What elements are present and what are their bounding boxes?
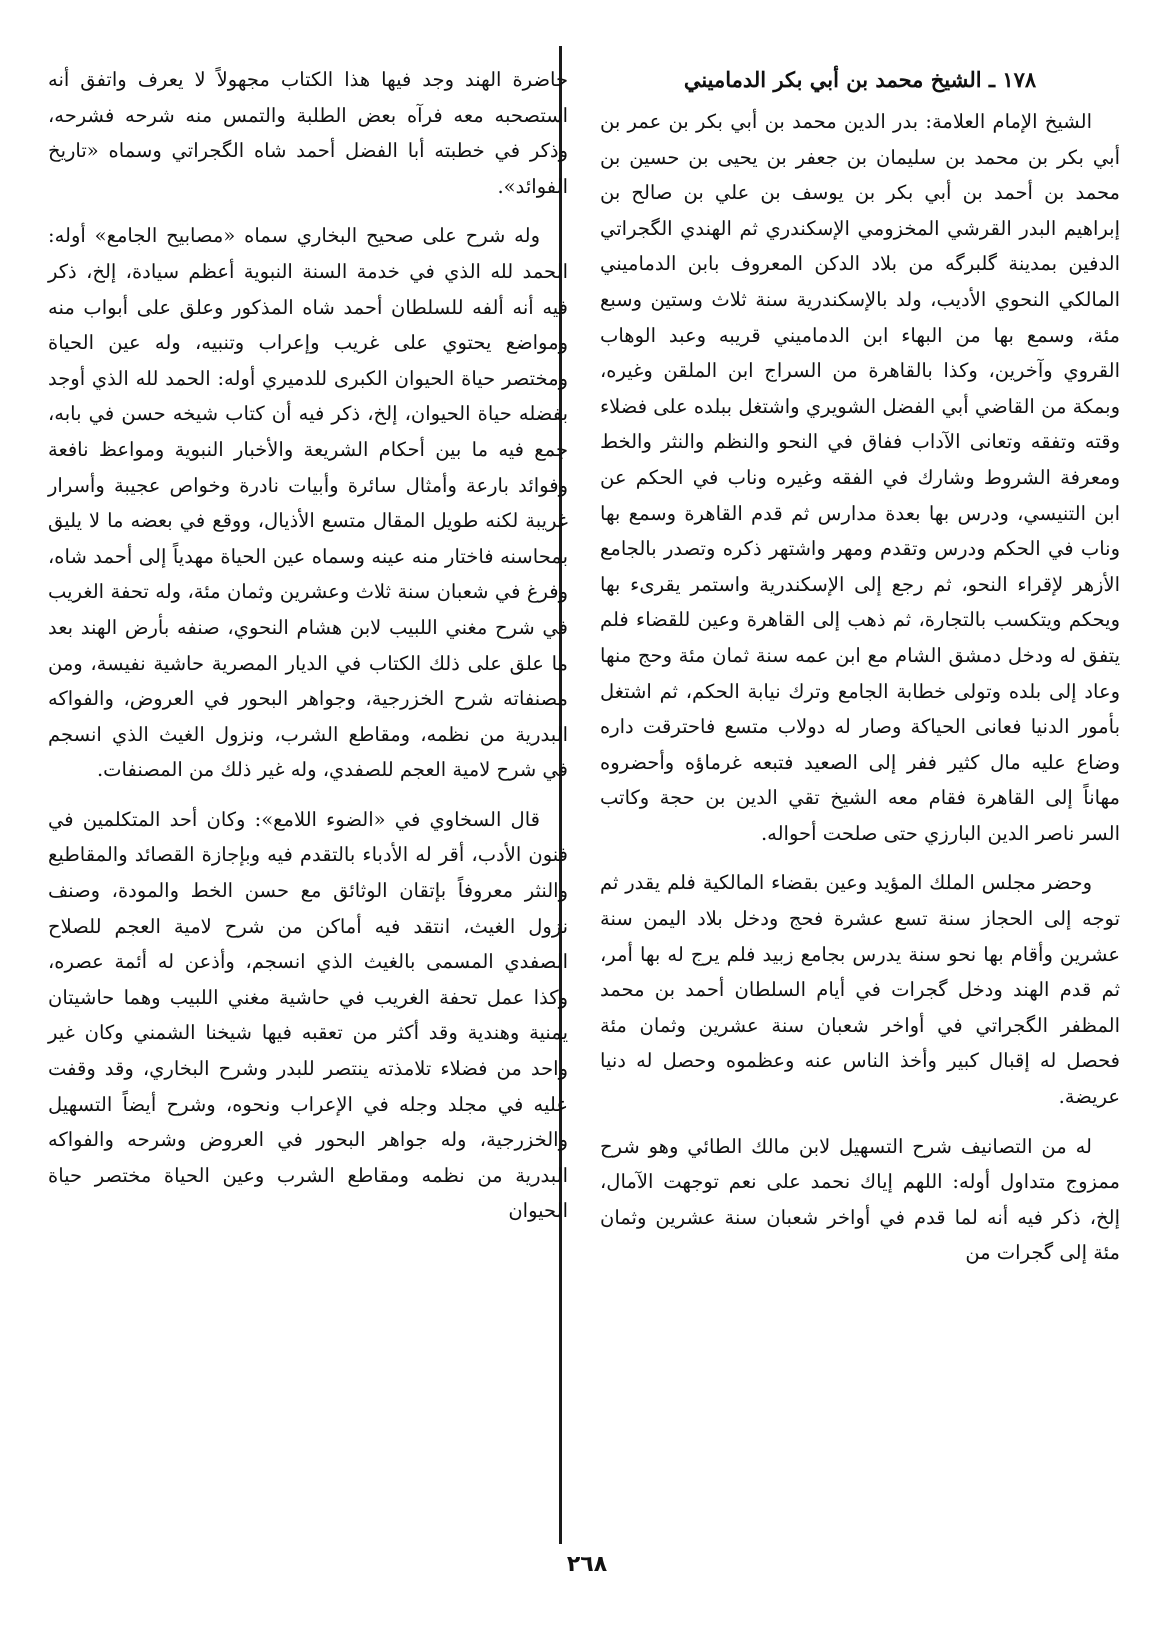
right-column [600, 62, 1120, 1271]
right-paragraph-2: وحضر مجلس الملك المؤيد وعين بقضاء المالكية فلم يقدر ثم توجه إلى الحجاز سنة تسع عشرة فحج ودخل بلاد اليمن سنة عشرين وأقام بها نحو سنة يدرس بجامع زبيد فلم يرج له بها أمر، ثم قدم الهند ودخل گجرات في أيام السلطان أحمد بن محمد المظفر الگجراتي في أواخر شعبان سنة عشرين وثمان مئة فحصل له إقبال كبير وأخذ الناس عنه وعظموه وحصل له دنيا عريضة. [600, 871, 1120, 1109]
right-paragraph-3: له من التصانيف شرح التسهيل لابن مالك الطائي وهو شرح ممزوج متداول أوله: اللهم إياك نحمد على نعم توجهت الآمال، إلخ، ذكر فيه أنه لما قدم في أواخر شعبان سنة عشرين وثمان مئة إلى گجرات من [600, 1134, 1120, 1265]
left-paragraph-3: قال السخاوي في «الضوء اللامع»: وكان أحد المتكلمين في فنون الأدب، أقر له الأدباء بالتقدم فيه وبإجازة القصائد والمقاطيع والنثر معروفاً بإتقان الوثائق مع حسن الخط والمودة، وصنف نزول الغيث، انتقد فيه أماكن من شرح لامية العجم للصلاح الصفدي المسمى بالغيث الذي انسجم، وأذعن له أئمة عصره، وكذا عمل تحفة الغريب في حاشية مغني اللبيب وهما حاشيتان يمنية وهندية وقد أكثر من تعقبه فيها شيخنا الشمني وكان غير واحد من فضلاء تلامذته ينتصر للبدر وشرح البخاري، وقد وقفت عليه في مجلد وجله في الإعراب ونحوه، وشرح أيضاً التسهيل والخزرجية، وله جواهر البحور في العروض وشرحه والفواكه البدرية من نظمه ومقاطع الشرب وعين الحياة مختصر حياة الحيوان [48, 807, 568, 1223]
right-paragraph-1: الشيخ الإمام العلامة: بدر الدين محمد بن أبي بكر بن عمر بن أبي بكر بن محمد بن سليمان بن جعفر بن يحيى بن حسين بن محمد بن أحمد بن أبي بكر بن يوسف بن علي بن صالح بن إبراهيم البدر القرشي المخزومي الإسكندري ثم الهندي الگجراتي الدفين بمدينة گلبرگه من بلاد الدكن المعروف بابن الدماميني المالكي النحوي الأديب، ولد بالإسكندرية سنة ثلاث وستين وسبع مئة، وسمع بها من البهاء ابن الدماميني قريبه وعبد الوهاب القروي وآخرين، وكذا بالقاهرة من السراج ابن الملقن وغيره، وبمكة من القاضي أبي الفضل الشويري واشتغل ببلده على فضلاء وقته وتفقه وتعانى الآداب ففاق في النحو والنظم والنثر والخط ومعرفة الشروط وشارك في الفقه وغيره وناب في الحكم عن ابن التنيسي، ودرس بها بعدة مدارس ثم قدم القاهرة وسمع بها وناب في الحكم ودرس وتقدم ومهر واشتهر ذكره وتصدر بالجامع الأزهر لإقراء النحو، ثم رجع إلى الإسكندرية واستمر يقرىء بها ويحكم ويتكسب بالتجارة، ثم ذهب إلى القاهرة وعين للقضاء فلم يتفق له ودخل دمشق الشام مع ابن عمه سنة ثمان مئة وحج منها وعاد إلى بلده وتولى خطابة الجامع وترك نيابة الحكم، ثم اشتغل بأمور الدنيا فعانى الحياكة وصار له دولاب متسع فاحترقت داره وضاع عليه مال كثير ففر إلى الصعيد فتبعه غرماؤه وأحضروه مهاناً إلى القاهرة فقام معه الشيخ تقي الدين بن حجة وكاتب السر ناصر الدين البارزي حتى صلحت أحواله. [600, 110, 1120, 845]
left-paragraph-1: حاضرة الهند وجد فيها هذا الكتاب مجهولاً لا يعرف واتفق أنه استصحبه معه فرآه بعض الطلبة والتمس منه شرحه فشرحه، وذكر في خطبته أبا الفضل أحمد شاه الگجراتي وسماه «تاريخ الفوائد». [48, 68, 568, 198]
page-number: ٢٦٨ [566, 1552, 608, 1577]
biography-heading: ١٧٨ ـ الشيخ محمد بن أبي بكر الدماميني [683, 67, 1037, 92]
left-paragraph-2: وله شرح على صحيح البخاري سماه «مصابيح الجامع» أوله: الحمد لله الذي في خدمة السنة النبوية أعظم سيادة، إلخ، ذكر فيه أنه ألفه للسلطان أحمد شاه المذكور وعلق على أبواب منه ومواضع يحتوي على غريب وإعراب وتنبيه، وله عين الحياة ومختصر حياة الحيوان الكبرى للدميري أوله: الحمد لله الذي أوجد بفضله حياة الحيوان، إلخ، ذكر فيه أن كتاب شيخه حسن في بابه، جمع فيه ما بين أحكام الشريعة والأخبار النبوية ومواعظ نافعة وفوائد بارعة وأمثال سائرة وأبيات نادرة وخواص عجيبة وأسرار غريبة لكنه طويل المقال متسع الأذيال، ووقع في بعضه ما لا يليق بمحاسنه فاختار منه عينه وسماه عين الحياة مهدياً إلى أحمد شاه، وفرغ في شعبان سنة ثلاث وعشرين وثمان مئة، وله تحفة الغريب في شرح مغني اللبيب لابن هشام النحوي، صنفه بأرض الهند بعد ما علق على ذلك الكتاب في الديار المصرية حاشية نفيسة، ومن مصنفاته شرح الخزرجية، وجواهر البحور في العروض، والفواكه البدرية من نظمه، ومقاطع الشرب، ونزول الغيث الذي انسجم في شرح لامية العجم للصفدي، وله غير ذلك من المصنفات. [48, 224, 568, 782]
left-column [48, 62, 568, 1229]
